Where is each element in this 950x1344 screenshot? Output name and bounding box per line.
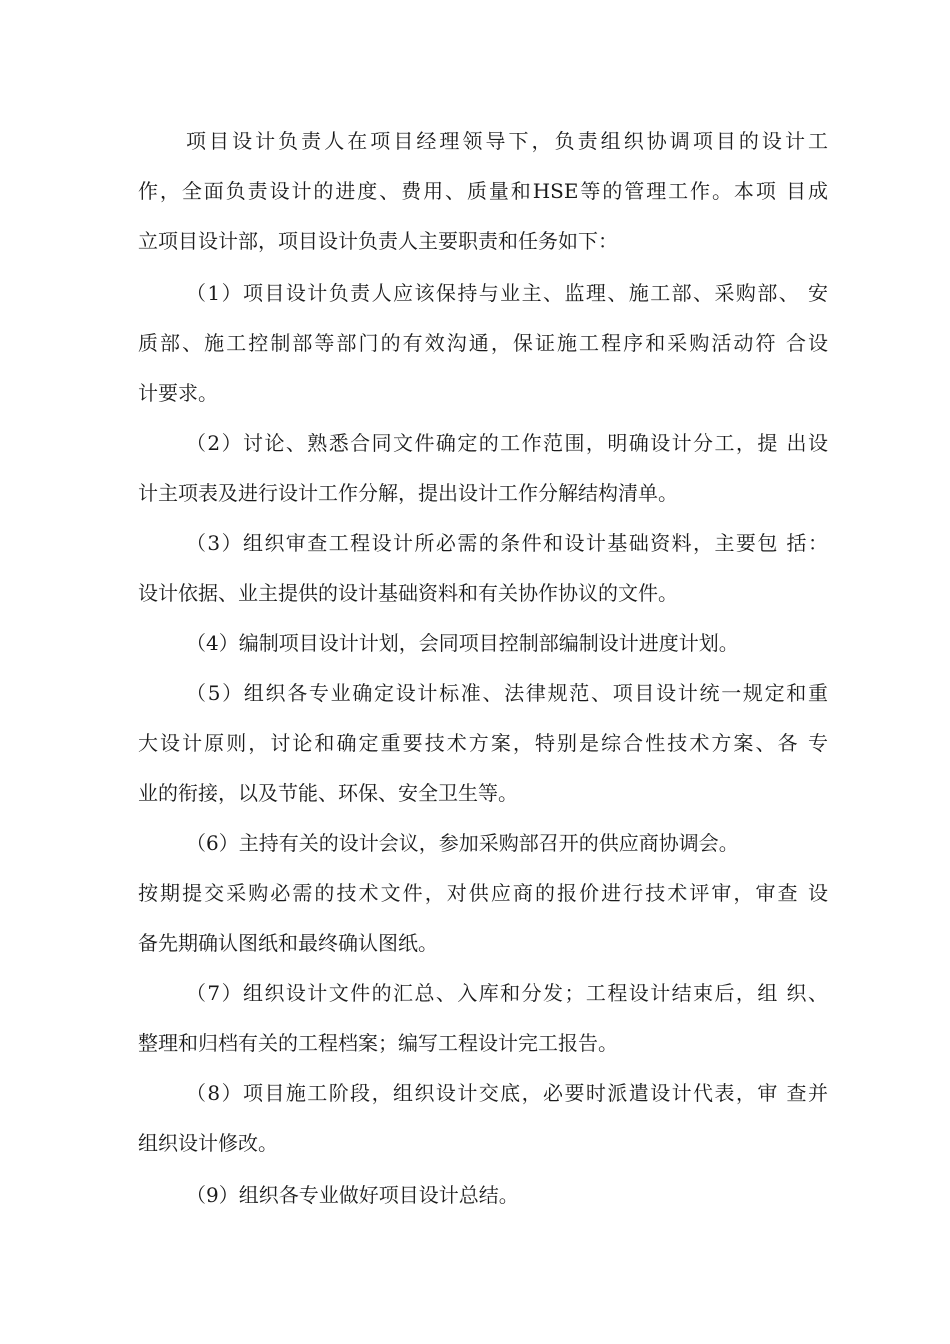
item-1-line-2: 质部、施工控制部等部门的有效沟通，保证施工程序和采购活动符 合设 <box>138 331 828 355</box>
item-5-line-2: 大设计原则，讨论和确定重要技术方案，特别是综合性技术方案、各 专 <box>138 731 828 755</box>
item-7-line-1: （7）组织设计文件的汇总、入库和分发；工程设计结束后，组 织、 <box>186 981 828 1005</box>
item-9-line-1: （9）组织各专业做好项目设计总结。 <box>186 1183 519 1207</box>
item-8-line-1: （8）项目施工阶段，组织设计交底，必要时派遣设计代表，审 查并 <box>186 1081 828 1105</box>
item-1-line-1: （1）项目设计负责人应该保持与业主、监理、施工部、采购部、 安 <box>186 281 828 305</box>
item-6-line-2: 按期提交采购必需的技术文件，对供应商的报价进行技术评审，审查 设 <box>138 881 828 905</box>
item-3-line-2: 设计依据、业主提供的设计基础资料和有关协作协议的文件。 <box>138 581 678 605</box>
item-1-line-3: 计要求。 <box>138 381 218 405</box>
item-2-line-2: 计主项表及进行设计工作分解，提出设计工作分解结构清单。 <box>138 481 678 505</box>
paragraph-intro-line-2: 作，全面负责设计的进度、费用、质量和HSE等的管理工作。本项 目成 <box>138 179 828 203</box>
item-2-line-1: （2）讨论、熟悉合同文件确定的工作范围，明确设计分工，提 出设 <box>186 431 828 455</box>
paragraph-intro-line-1: 项目设计负责人在项目经理领导下，负责组织协调项目的设计工 <box>186 129 828 153</box>
paragraph-intro-line-3: 立项目设计部，项目设计负责人主要职责和任务如下： <box>138 229 618 253</box>
item-4-line-1: （4）编制项目设计计划，会同项目控制部编制设计进度计划。 <box>186 631 739 655</box>
item-7-line-2: 整理和归档有关的工程档案；编写工程设计完工报告。 <box>138 1031 618 1055</box>
item-5-line-1: （5）组织各专业确定设计标准、法律规范、项目设计统一规定和重 <box>186 681 828 705</box>
item-3-line-1: （3）组织审查工程设计所必需的条件和设计基础资料，主要包 括： <box>186 531 828 555</box>
item-6-line-1: （6）主持有关的设计会议，参加采购部召开的供应商协调会。 <box>186 831 739 855</box>
item-8-line-2: 组织设计修改。 <box>138 1131 278 1155</box>
item-5-line-3: 业的衔接，以及节能、环保、安全卫生等。 <box>138 781 518 805</box>
item-6-line-3: 备先期确认图纸和最终确认图纸。 <box>138 931 438 955</box>
